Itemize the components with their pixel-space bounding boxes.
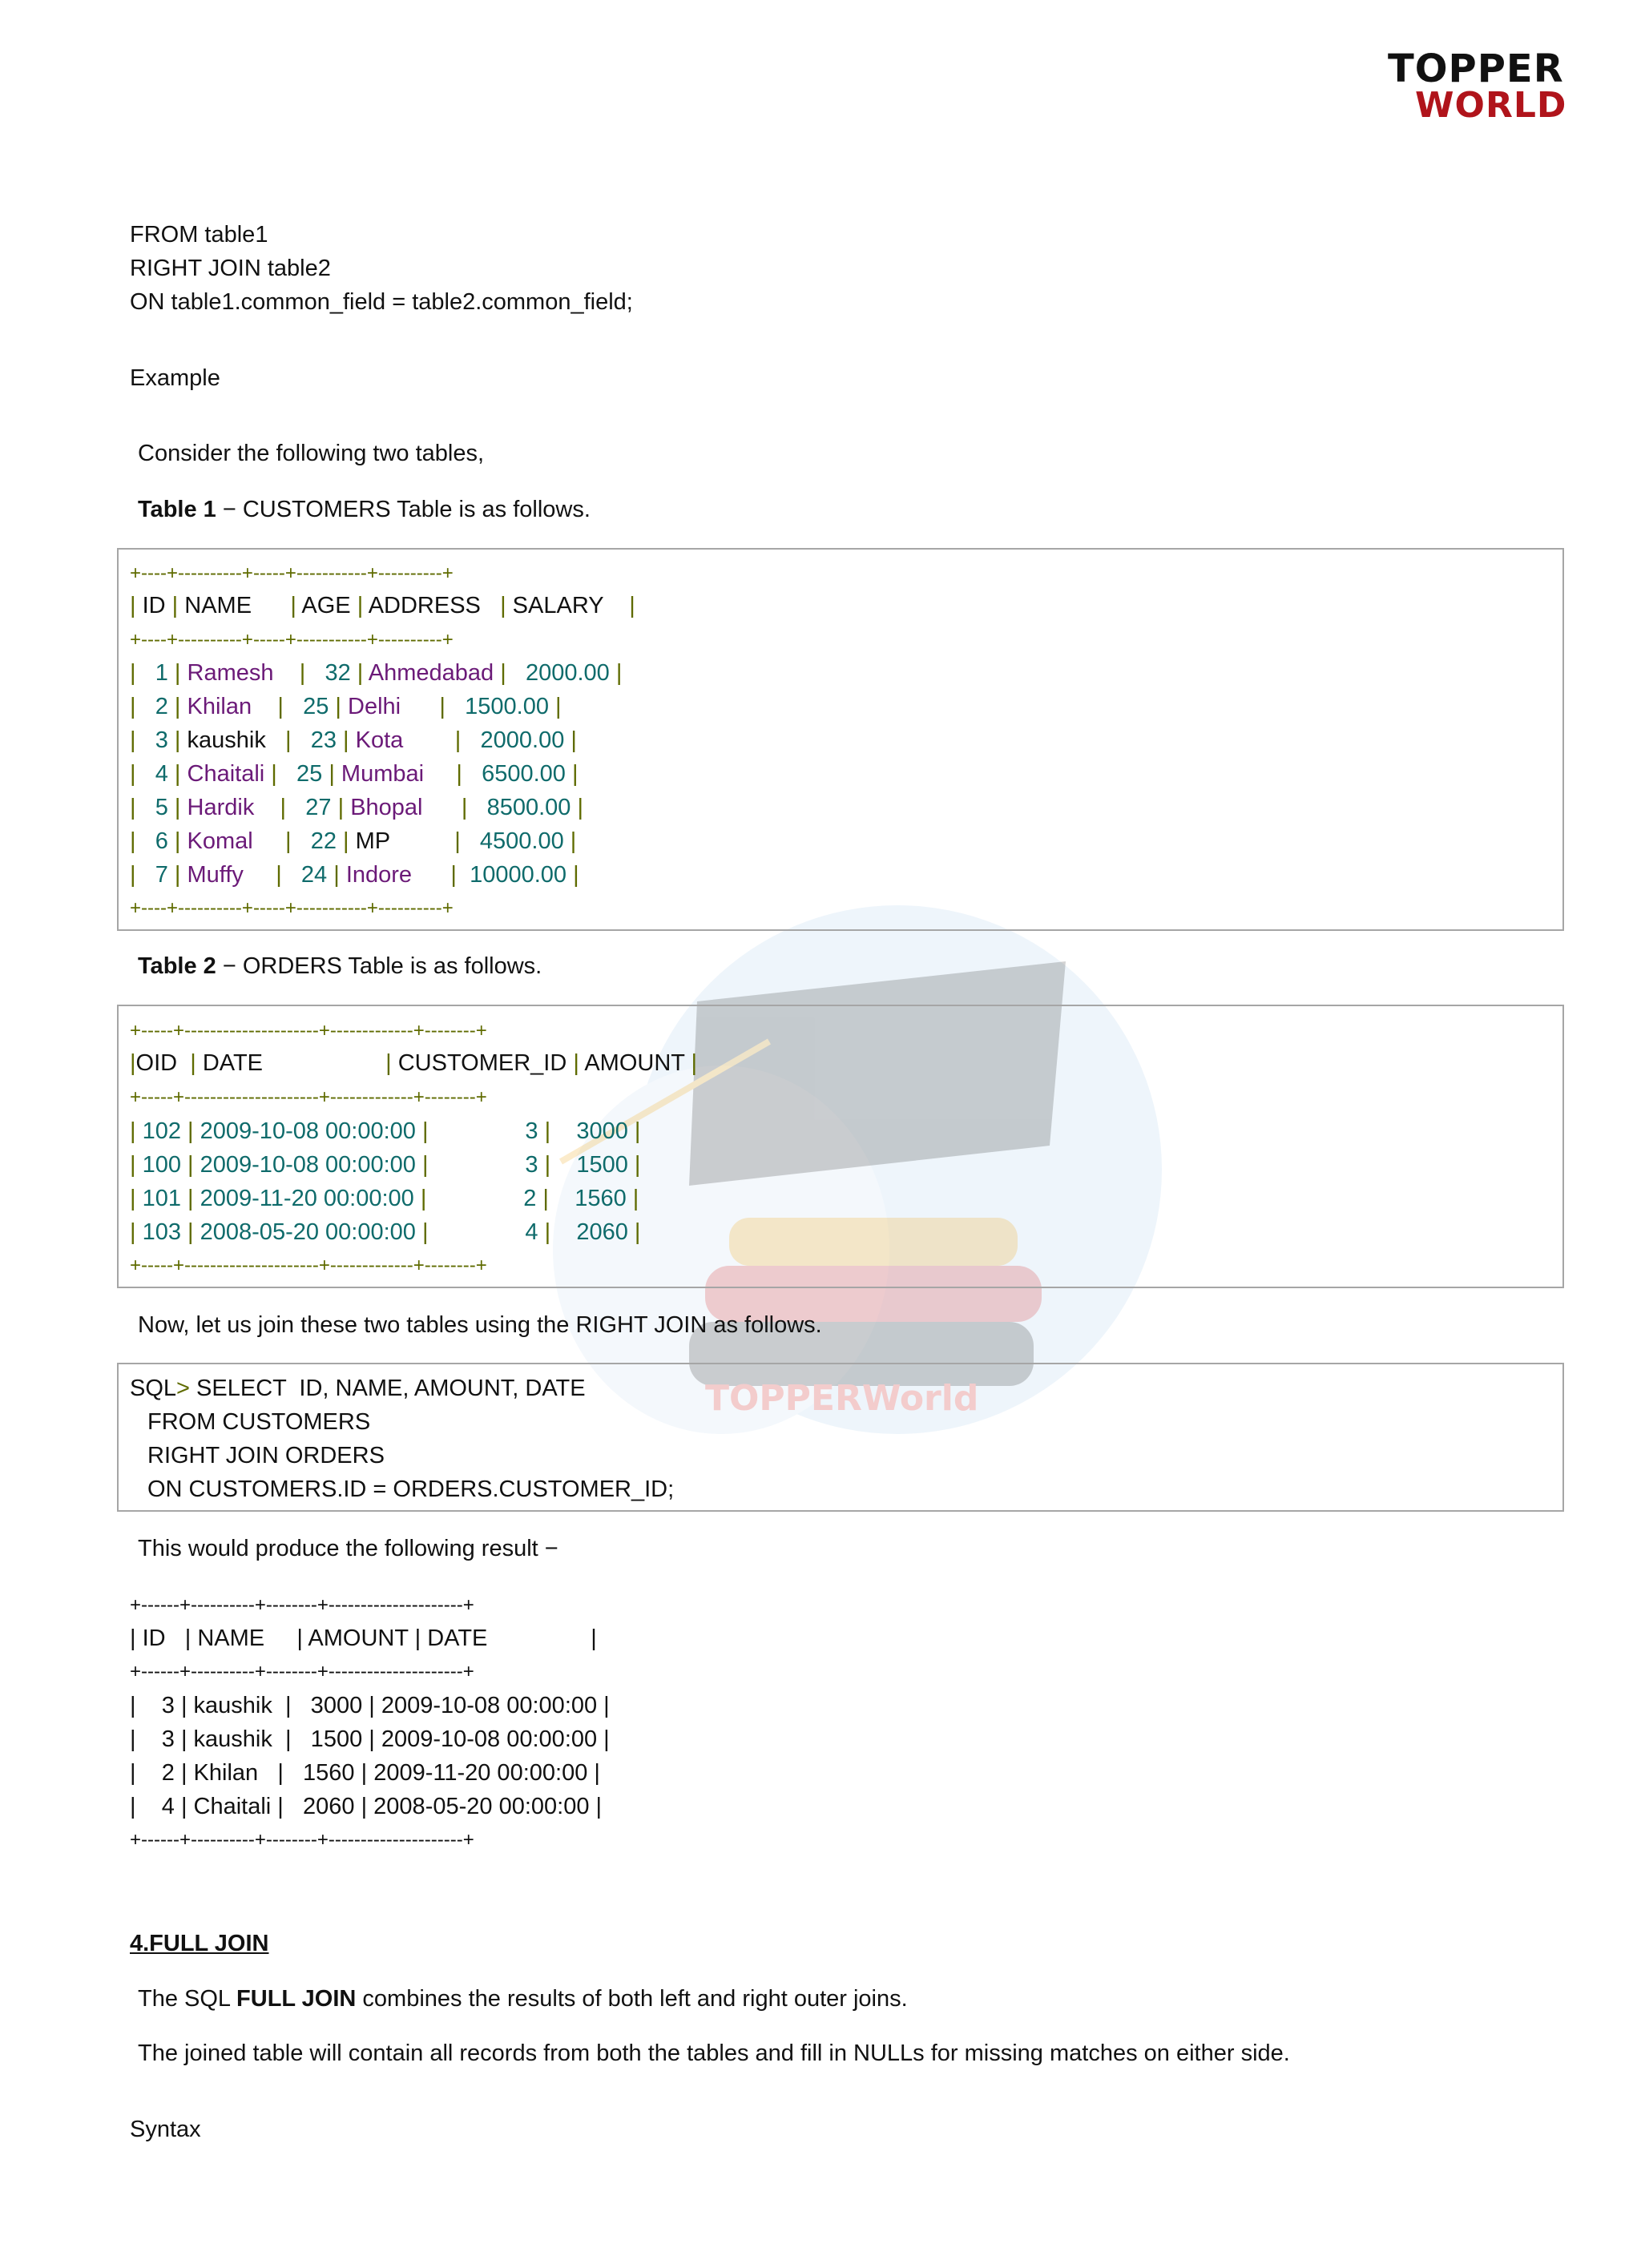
table1-caption-bold: Table 1 [138, 497, 216, 522]
syntax-label: Syntax [130, 2117, 201, 2142]
orders-border-top: +-----+---------------------+-------------+--------+ [130, 1020, 487, 1041]
col-name: NAME [184, 593, 252, 618]
syntax-line-2: RIGHT JOIN table2 [130, 256, 331, 281]
table2-caption-bold: Table 2 [138, 953, 216, 979]
result-header-row: | ID | NAME | AMOUNT | DATE | [130, 1625, 597, 1651]
table-row: | 6 | Komal | 22 | MP | 4500.00 | [130, 828, 577, 854]
query-line-2: FROM CUSTOMERS [147, 1409, 371, 1435]
customers-header-row: | ID | NAME | AGE | ADDRESS | SALARY | [130, 593, 635, 618]
result-border-mid: +------+----------+--------+---------------------+ [130, 1661, 474, 1682]
query-line-1: SQL> SELECT ID, NAME, AMOUNT, DATE [130, 1376, 586, 1401]
syntax-line-3: ON table1.common_field = table2.common_field; [130, 289, 633, 315]
customers-border-top: +----+----------+-----+-----------+----------+ [130, 562, 454, 584]
table-row: | 100 | 2009-10-08 00:00:00 | 3 | 1500 | [130, 1152, 641, 1178]
syntax-line-1: FROM table1 [130, 222, 268, 248]
section-heading-full-join: 4.FULL JOIN [130, 1931, 269, 1956]
watermark-text: TOPPERWorld [705, 1378, 979, 1419]
query-line-3: RIGHT JOIN ORDERS [147, 1443, 385, 1468]
orders-border-bottom: +-----+---------------------+-------------+--------+ [130, 1255, 487, 1276]
result-border-top: +------+----------+--------+---------------------+ [130, 1594, 474, 1616]
table-row: | 103 | 2008-05-20 00:00:00 | 4 | 2060 | [130, 1219, 641, 1245]
customers-border-bottom: +----+----------+-----+-----------+----------+ [130, 897, 454, 919]
join-intro: Now, let us join these two tables using the RIGHT JOIN as follows. [138, 1312, 822, 1338]
table2-caption-rest: − ORDERS Table is as follows. [216, 953, 542, 979]
col-customer-id: CUSTOMER_ID [397, 1050, 567, 1076]
full-join-description: The SQL FULL JOIN combines the results of both left and right outer joins. [138, 1986, 908, 2012]
table-row: | 5 | Hardik | 27 | Bhopal | 8500.00 | [130, 795, 583, 820]
table-row: | 4 | Chaitali | 25 | Mumbai | 6500.00 | [130, 761, 579, 787]
customers-border-mid: +----+----------+-----+-----------+----------+ [130, 629, 454, 651]
intro-text: Consider the following two tables, [138, 441, 485, 466]
table-row: | 1 | Ramesh | 32 | Ahmedabad | 2000.00 | [130, 660, 623, 686]
col-date: DATE [202, 1050, 264, 1076]
query-line-4: ON CUSTOMERS.ID = ORDERS.CUSTOMER_ID; [147, 1476, 675, 1502]
orders-border-mid: +-----+---------------------+-------------+--------+ [130, 1086, 487, 1108]
table-row: | 3 | kaushik | 3000 | 2009-10-08 00:00:00 | [130, 1693, 610, 1718]
col-oid: OID [135, 1050, 178, 1076]
topper-world-logo [1388, 46, 1580, 127]
table1-caption [138, 493, 591, 526]
result-border-bottom: +------+----------+--------+---------------------+ [130, 1829, 474, 1851]
table-row: | 101 | 2009-11-20 00:00:00 | 2 | 1560 | [130, 1186, 639, 1211]
full-join-detail: The joined table will contain all records from both the tables and fill in NULLs for missing matches on either side. [138, 2040, 1290, 2066]
col-id: ID [142, 593, 166, 618]
table-row: | 2 | Khilan | 25 | Delhi | 1500.00 | [130, 694, 562, 719]
orders-header-row: |OID | DATE | CUSTOMER_ID | AMOUNT | [130, 1050, 698, 1076]
col-salary: SALARY [512, 593, 604, 618]
table-row: | 2 | Khilan | 1560 | 2009-11-20 00:00:00 | [130, 1760, 600, 1786]
logo-bottom-text: WORLD [1415, 85, 1567, 126]
table-row: | 7 | Muffy | 24 | Indore | 10000.00 | [130, 862, 579, 888]
table2-caption [138, 950, 542, 982]
col-amount: AMOUNT [584, 1050, 685, 1076]
logo-top-text: TOPPER [1388, 46, 1564, 91]
sql-prompt: SQL [130, 1376, 177, 1401]
example-label: Example [130, 365, 220, 391]
table-row: | 102 | 2009-10-08 00:00:00 | 3 | 3000 | [130, 1118, 641, 1144]
table-row: | 3 | kaushik | 1500 | 2009-10-08 00:00:00 | [130, 1726, 610, 1752]
result-intro: This would produce the following result − [138, 1536, 558, 1561]
table-row: | 4 | Chaitali | 2060 | 2008-05-20 00:00:00 | [130, 1794, 603, 1819]
col-address: ADDRESS [368, 593, 481, 618]
table-row: | 3 | kaushik | 23 | Kota | 2000.00 | [130, 727, 577, 753]
table1-caption-rest: − CUSTOMERS Table is as follows. [216, 497, 591, 522]
col-age: AGE [301, 593, 351, 618]
